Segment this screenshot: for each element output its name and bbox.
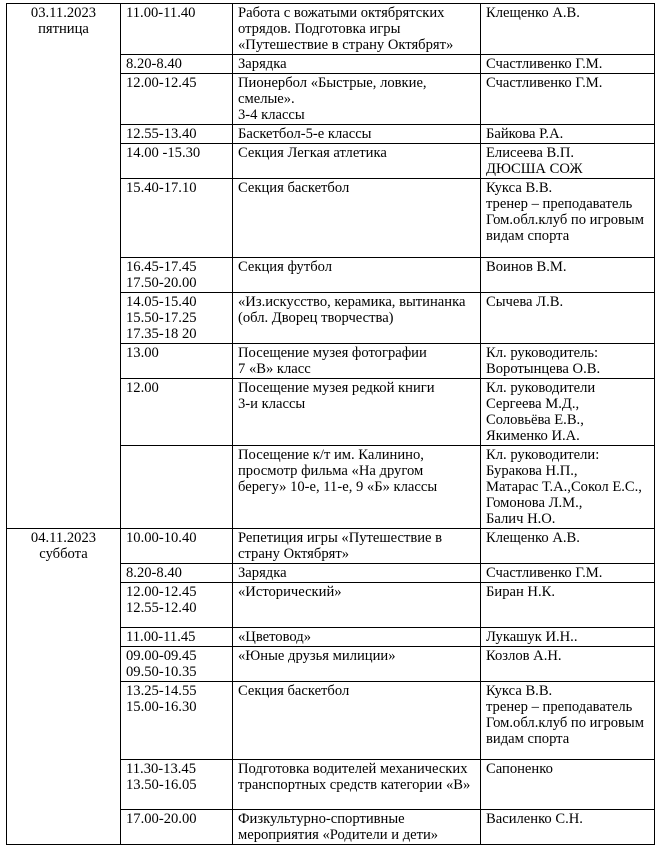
day-weekday: пятница bbox=[38, 21, 89, 37]
responsible-cell: Кукса В.В. тренер – преподаватель Гом.обл.клуб по игровым видам спорта bbox=[481, 179, 655, 258]
time-cell: 8.20-8.40 bbox=[121, 564, 233, 583]
responsible-cell: Кукса В.В. тренер – преподаватель Гом.обл.клуб по игровым видам спорта bbox=[481, 682, 655, 760]
responsible-cell: Биран Н.К. bbox=[481, 583, 655, 628]
activity-cell: Секция Легкая атлетика bbox=[233, 144, 481, 179]
time-cell: 13.25-14.55 15.00-16.30 bbox=[121, 682, 233, 760]
table-row bbox=[7, 529, 655, 564]
activity-cell: Физкультурно-спортивные мероприятия «Родители и дети» bbox=[233, 810, 481, 845]
responsible-cell: Кл. руководитель: Воротынцева О.В. bbox=[481, 344, 655, 379]
responsible-cell: Елисеева В.П. ДЮСША СОЖ bbox=[481, 144, 655, 179]
time-cell: 14.05-15.40 15.50-17.25 17.35-18 20 bbox=[121, 293, 233, 344]
schedule-table bbox=[6, 3, 655, 845]
time-cell: 12.00-12.45 bbox=[121, 74, 233, 125]
time-cell: 12.00-12.45 12.55-12.40 bbox=[121, 583, 233, 628]
responsible-cell: Василенко С.Н. bbox=[481, 810, 655, 845]
activity-cell: «Из.искусство, керамика, вытинанка (обл. Дворец творчества) bbox=[233, 293, 481, 344]
activity-cell: Секция футбол bbox=[233, 258, 481, 293]
responsible-cell: Клещенко А.В. bbox=[481, 529, 655, 564]
time-cell: 11.30-13.45 13.50-16.05 bbox=[121, 760, 233, 810]
responsible-cell: Счастливенко Г.М. bbox=[481, 564, 655, 583]
time-cell: 12.00 bbox=[121, 379, 233, 446]
activity-cell: «Юные друзья милиции» bbox=[233, 647, 481, 682]
day-weekday: суббота bbox=[39, 546, 88, 562]
time-cell: 15.40-17.10 bbox=[121, 179, 233, 258]
responsible-cell: Кл. руководители: Буракова Н.П., Матарас Т.А.,Сокол Е.С., Гомонова Л.М., Балич Н.О. bbox=[481, 446, 655, 529]
activity-cell: Баскетбол-5-е классы bbox=[233, 125, 481, 144]
activity-cell: Посещение музея редкой книги 3-и классы bbox=[233, 379, 481, 446]
responsible-cell: Клещенко А.В. bbox=[481, 4, 655, 55]
activity-cell: Секция баскетбол bbox=[233, 179, 481, 258]
time-cell: 09.00-09.45 09.50-10.35 bbox=[121, 647, 233, 682]
activity-cell: Работа с вожатыми октябрятских отрядов. Подготовка игры «Путешествие в страну Октябрят» bbox=[233, 4, 481, 55]
responsible-cell: Счастливенко Г.М. bbox=[481, 74, 655, 125]
activity-cell: Посещение к/т им. Калинино, просмотр фильма «На другом берегу» 10-е, 11-е, 9 «Б» классы bbox=[233, 446, 481, 529]
activity-cell: Зарядка bbox=[233, 55, 481, 74]
table-row bbox=[7, 4, 655, 55]
time-cell: 10.00-10.40 bbox=[121, 529, 233, 564]
day-date: 04.11.2023 bbox=[30, 530, 97, 546]
time-cell: 13.00 bbox=[121, 344, 233, 379]
responsible-cell: Сапоненко bbox=[481, 760, 655, 810]
responsible-cell: Воинов В.М. bbox=[481, 258, 655, 293]
time-cell: 11.00-11.45 bbox=[121, 628, 233, 647]
activity-cell: «Исторический» bbox=[233, 583, 481, 628]
time-cell: 16.45-17.45 17.50-20.00 bbox=[121, 258, 233, 293]
responsible-cell: Счастливенко Г.М. bbox=[481, 55, 655, 74]
responsible-cell: Байкова Р.А. bbox=[481, 125, 655, 144]
day-cell bbox=[7, 4, 121, 529]
time-cell: 8.20-8.40 bbox=[121, 55, 233, 74]
activity-cell: Подготовка водителей механических транспортных средств категории «В» bbox=[233, 760, 481, 810]
activity-cell: Пионербол «Быстрые, ловкие, смелые». 3-4 классы bbox=[233, 74, 481, 125]
time-cell: 14.00 -15.30 bbox=[121, 144, 233, 179]
time-cell: 12.55-13.40 bbox=[121, 125, 233, 144]
responsible-cell: Козлов А.Н. bbox=[481, 647, 655, 682]
time-cell: 11.00-11.40 bbox=[121, 4, 233, 55]
time-cell bbox=[121, 446, 233, 529]
responsible-cell: Сычева Л.В. bbox=[481, 293, 655, 344]
activity-cell: Репетиция игры «Путешествие в страну Октябрят» bbox=[233, 529, 481, 564]
responsible-cell: Кл. руководители Сергеева М.Д., Соловьёва Е.В., Якименко И.А. bbox=[481, 379, 655, 446]
time-cell: 17.00-20.00 bbox=[121, 810, 233, 845]
activity-cell: Посещение музея фотографии 7 «В» класс bbox=[233, 344, 481, 379]
day-date: 03.11.2023 bbox=[30, 5, 97, 21]
activity-cell: Секция баскетбол bbox=[233, 682, 481, 760]
activity-cell: Зарядка bbox=[233, 564, 481, 583]
responsible-cell: Лукашук И.Н.. bbox=[481, 628, 655, 647]
activity-cell: «Цветовод» bbox=[233, 628, 481, 647]
day-cell bbox=[7, 529, 121, 845]
